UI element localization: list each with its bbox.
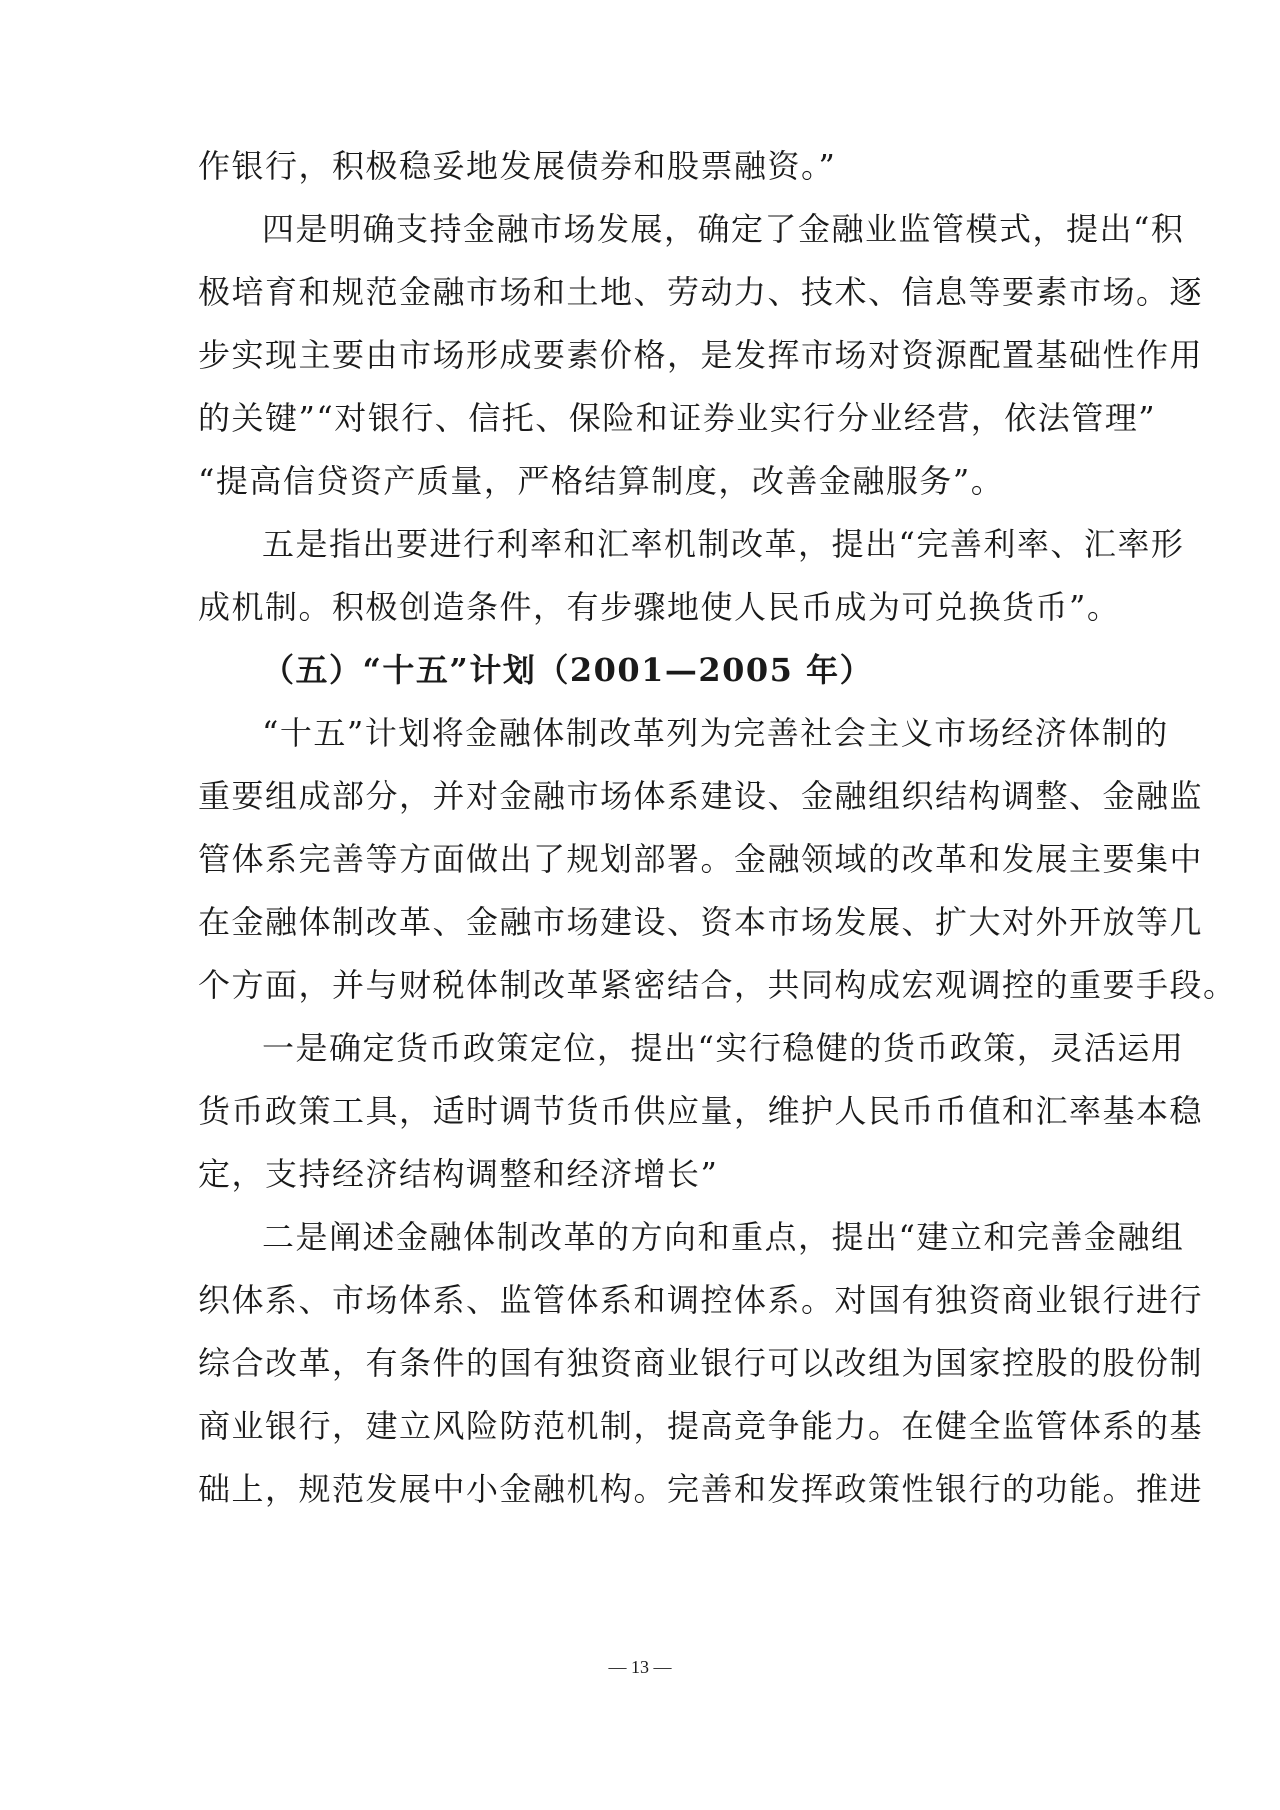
paragraph-line: 重要组成部分，并对金融市场体系建设、金融组织结构调整、金融监 xyxy=(198,777,1204,815)
paragraph-line: 成机制。积极创造条件，有步骤地使人民币成为可兑换货币”。 xyxy=(198,588,1121,626)
paragraph-line: 二是阐述金融体制改革的方向和重点，提出“建立和完善金融组 xyxy=(262,1218,1185,1256)
section-heading: （五）“十五”计划（2001—2005 年） xyxy=(262,651,874,689)
paragraph-line: 五是指出要进行利率和汇率机制改革，提出“完善利率、汇率形 xyxy=(262,525,1185,563)
paragraph-line: 作银行，积极稳妥地发展债券和股票融资。” xyxy=(198,147,837,185)
page-number: — 13 — xyxy=(608,1657,672,1677)
paragraph-line: 一是确定货币政策定位，提出“实行稳健的货币政策，灵活运用 xyxy=(262,1029,1185,1067)
paragraph-line: 管体系完善等方面做出了规划部署。金融领域的改革和发展主要集中 xyxy=(198,840,1204,878)
paragraph-line: 个方面，并与财税体制改革紧密结合，共同构成宏观调控的重要手段。 xyxy=(198,966,1237,1004)
paragraph-line: 综合改革，有条件的国有独资商业银行可以改组为国家控股的股份制 xyxy=(198,1344,1204,1382)
paragraph-line: 在金融体制改革、金融市场建设、资本市场发展、扩大对外开放等几 xyxy=(198,903,1204,941)
paragraph-line: 极培育和规范金融市场和土地、劳动力、技术、信息等要素市场。逐 xyxy=(198,273,1204,311)
paragraph-line: “提高信贷资产质量，严格结算制度，改善金融服务”。 xyxy=(198,462,1005,500)
paragraph-line: 商业银行，建立风险防范机制，提高竞争能力。在健全监管体系的基 xyxy=(198,1407,1204,1445)
paragraph-line: 的关键”“对银行、信托、保险和证券业实行分业经营，依法管理” xyxy=(198,399,1157,437)
paragraph-line: 础上，规范发展中小金融机构。完善和发挥政策性银行的功能。推进 xyxy=(198,1470,1204,1508)
paragraph-line: 四是明确支持金融市场发展，确定了金融业监管模式，提出“积 xyxy=(262,210,1185,248)
paragraph-line: 货币政策工具，适时调节货币供应量，维护人民币币值和汇率基本稳 xyxy=(198,1092,1204,1130)
paragraph-line: 步实现主要由市场形成要素价格，是发挥市场对资源配置基础性作用 xyxy=(198,336,1204,374)
paragraph-line: 定，支持经济结构调整和经济增长” xyxy=(198,1155,719,1193)
paragraph-line: “十五”计划将金融体制改革列为完善社会主义市场经济体制的 xyxy=(262,714,1169,752)
paragraph-line: 织体系、市场体系、监管体系和调控体系。对国有独资商业银行进行 xyxy=(198,1281,1204,1319)
